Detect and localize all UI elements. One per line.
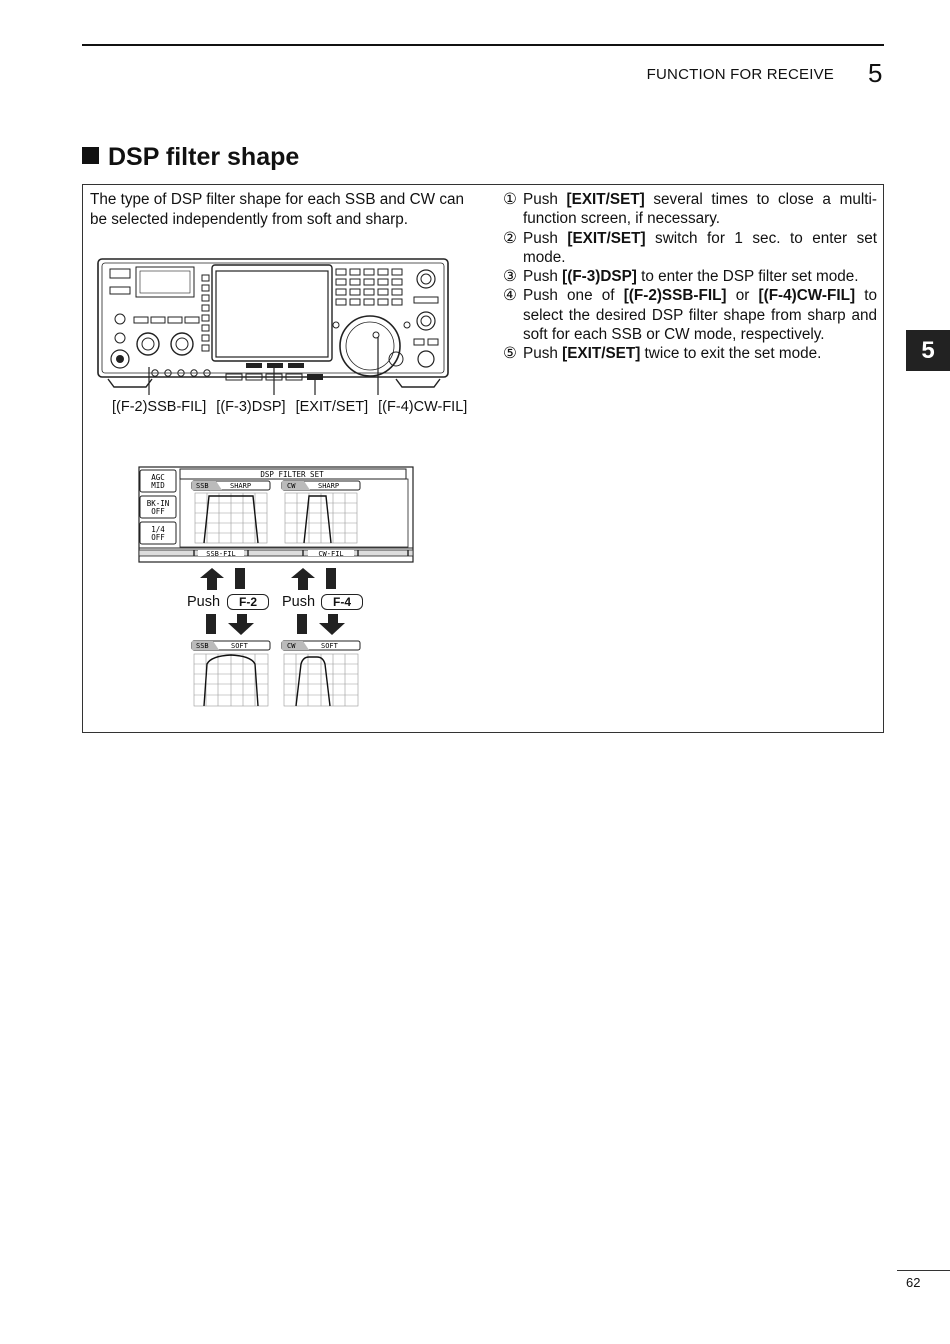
soft-filter-panels	[191, 640, 363, 708]
step-item	[503, 229, 877, 268]
cw-sharp-mode: CW	[287, 482, 296, 490]
arrow-shaft-icon	[235, 568, 245, 589]
step-text: Push	[523, 345, 563, 363]
step-key-label: [(F-4)CW-FIL]	[758, 287, 856, 305]
step-key-label: [EXIT/SET]	[567, 229, 646, 247]
arrow-up-icon	[200, 568, 224, 590]
step-text: twice to exit the set mode.	[640, 345, 822, 363]
ssb-sharp-shape: SHARP	[230, 482, 252, 490]
step-item	[503, 190, 877, 229]
radio-front-panel	[96, 255, 452, 395]
step-text: several times to close a multi-function screen, if necessary.	[523, 191, 877, 228]
arrow-up-icon	[291, 568, 315, 590]
lcd-title: DSP FILTER SET	[260, 470, 324, 479]
ssb-soft-mode: SSB	[196, 642, 209, 650]
step-text: Push one of	[523, 287, 624, 305]
arrows-f4-bottom	[289, 613, 345, 637]
ssb-sharp-mode: SSB	[196, 482, 209, 490]
arrows-f2-bottom	[198, 613, 254, 637]
fkey-cw-fil: CW-FIL	[318, 550, 344, 558]
push-label-f2: Push	[187, 594, 221, 610]
callout-ssb-fil: [(F-2)SSB-FIL]	[112, 399, 207, 415]
f4-key[interactable]: F-4	[321, 594, 363, 610]
step-item	[503, 286, 877, 344]
arrow-shaft-icon	[297, 614, 307, 634]
lcd-btn-bkin: BK-IN	[146, 499, 170, 508]
push-label-f4: Push	[282, 594, 316, 610]
chapter-number: 5	[868, 58, 883, 88]
header-rule	[82, 44, 884, 46]
page-title	[82, 143, 299, 172]
step-number: ④	[503, 287, 517, 305]
section-title: FUNCTION FOR RECEIVE	[646, 66, 834, 83]
cw-sharp-shape: SHARP	[318, 482, 340, 490]
arrow-shaft-icon	[206, 614, 216, 634]
ssb-soft-shape: SOFT	[231, 642, 248, 650]
callout-labels	[112, 399, 473, 415]
intro-paragraph: The type of DSP filter shape for each SSB and CW can be selected independently from soft and sharp.	[90, 191, 464, 228]
lcd-btn-quarter-val: OFF	[151, 533, 165, 542]
step-number: ⑤	[503, 345, 517, 363]
fkey-ssb-fil: SSB-FIL	[206, 550, 236, 558]
arrow-down-icon	[228, 614, 254, 635]
cw-soft-shape: SOFT	[321, 642, 338, 650]
callout-exit-set: [EXIT/SET]	[295, 399, 369, 415]
step-text: Push	[523, 229, 568, 247]
lcd-btn-agc-val: MID	[151, 481, 165, 490]
step-number: ①	[503, 191, 517, 208]
lcd-btn-agc: AGC	[151, 473, 165, 482]
step-list	[503, 190, 877, 364]
step-key-label: [(F-3)DSP]	[562, 268, 637, 286]
step-text: to enter the DSP filter set mode.	[636, 268, 859, 286]
lcd-btn-quarter: 1/4	[151, 525, 165, 534]
dsp-filter-set-screen	[138, 466, 414, 564]
f2-key[interactable]: F-2	[227, 594, 269, 610]
step-text: switch for 1 sec. to enter set mode.	[523, 229, 877, 266]
step-key-label: [EXIT/SET]	[566, 191, 645, 208]
chapter-tab[interactable]: 5	[906, 330, 950, 371]
step-item	[503, 344, 877, 363]
square-bullet-icon	[82, 147, 99, 164]
step-text: Push	[523, 191, 567, 208]
step-key-label: [EXIT/SET]	[562, 345, 641, 363]
step-text: Push	[523, 268, 563, 286]
arrows-f2-top	[198, 566, 254, 590]
lcd-btn-bkin-val: OFF	[151, 507, 165, 516]
page-number-rule	[897, 1270, 950, 1271]
arrow-down-icon	[319, 614, 345, 635]
callout-dsp: [(F-3)DSP]	[216, 399, 286, 415]
step-number: ③	[503, 268, 517, 286]
cw-soft-mode: CW	[287, 642, 296, 650]
step-text: to select the desired DSP filter shape from sharp and soft for each SSB or CW mode, respectively.	[523, 287, 877, 344]
callout-cw-fil: [(F-4)CW-FIL]	[378, 399, 468, 415]
page-title-text: DSP filter shape	[108, 143, 300, 171]
step-item	[503, 267, 877, 286]
arrows-f4-top	[289, 566, 345, 590]
arrow-shaft-icon	[326, 568, 336, 589]
step-key-label: [(F-2)SSB-FIL]	[623, 287, 727, 305]
page-number: 62	[906, 1275, 921, 1290]
step-number: ②	[503, 229, 517, 247]
step-text: or	[726, 287, 759, 305]
